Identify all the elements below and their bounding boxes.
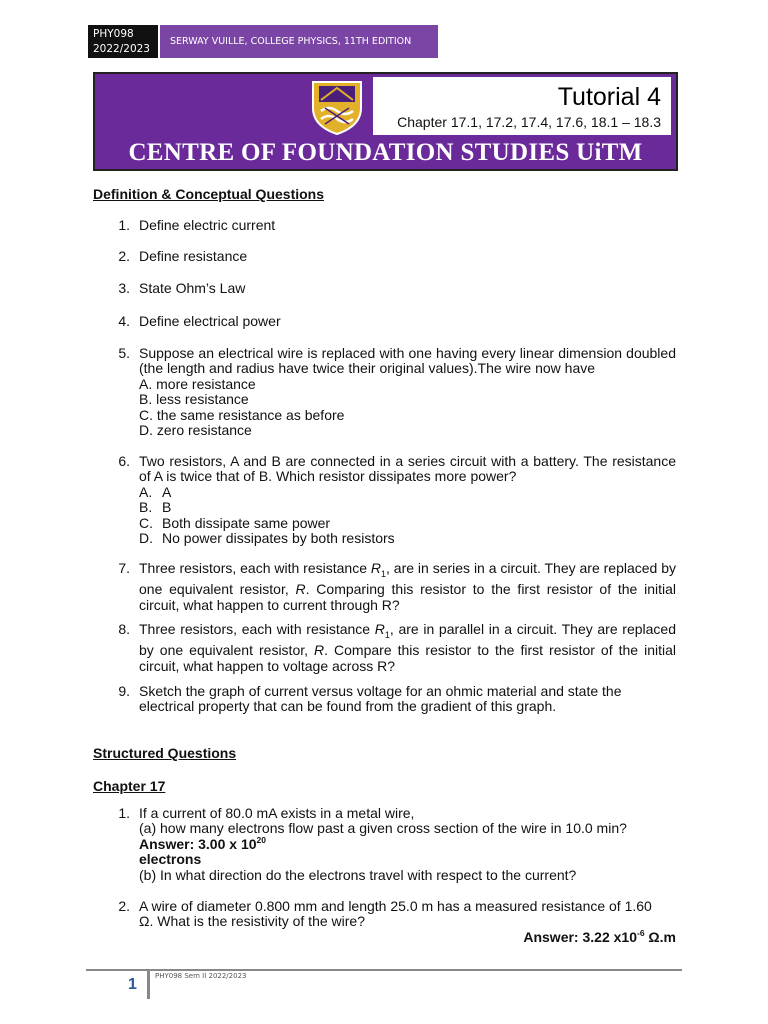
conceptual-questions-heading: Definition & Conceptual Questions — [93, 186, 325, 202]
option-text: No power dissipates by both resistors — [162, 530, 395, 547]
question-3 — [110, 281, 676, 296]
course-code-tag — [88, 25, 158, 58]
question-text: State Ohm’s Law — [139, 280, 246, 296]
question-text: Define electrical power — [139, 313, 281, 329]
question-9 — [110, 684, 676, 715]
question-text: Define resistance — [139, 248, 248, 264]
option-text: Both dissipate same power — [162, 514, 331, 531]
option-letter: D. — [139, 530, 153, 547]
question-text: Three resistors, each with resistance $R_1$, are in series in a circuit. They are replaced by one equivalent resistor, R. Comparing this resistor to the first resistor of the initial circuit, what happen to current through R? — [139, 560, 677, 613]
option-c: C. the same resistance as before — [139, 406, 345, 423]
option-d: D. zero resistance — [139, 422, 252, 439]
question-4 — [110, 314, 676, 329]
question-number: 1. — [118, 217, 130, 233]
question-number: 7. — [118, 560, 130, 576]
question-text: A wire of diameter 0.800 mm and length 25.0 m has a measured resistance of 1.60 Ω. What is the resistivity of the wire? — [139, 898, 652, 930]
footer-vertical-divider — [147, 970, 150, 999]
question-2 — [110, 249, 676, 264]
tutorial-title: Tutorial 4 — [557, 83, 661, 111]
question-text: Define electric current — [139, 217, 276, 233]
question-number: 9. — [118, 683, 130, 699]
option-letter: C. — [139, 514, 153, 531]
question-number: 4. — [118, 313, 130, 329]
answer: Answer: 3.00 x $10^{20}$ electrons — [139, 834, 266, 868]
structured-question-2 — [110, 899, 676, 945]
question-5 — [110, 346, 676, 438]
question-number: 2. — [118, 898, 130, 914]
academic-session: 2022/2023 — [93, 43, 150, 55]
option-letter: A. — [139, 483, 153, 500]
page-number: 1 — [128, 976, 137, 993]
chapter-17-heading: Chapter 17 — [93, 778, 166, 794]
tutorial-banner — [93, 72, 678, 171]
question-part-b: (b) In what direction do the electrons travel with respect to the current? — [139, 866, 577, 883]
question-1 — [110, 218, 676, 233]
question-part-a: (a) how many electrons flow past a given cross section of the wire in 10.0 min? — [139, 820, 627, 837]
answer: Answer: 3.22 $x10^{-6}$ Ω.m — [523, 927, 676, 945]
question-text: Suppose an electrical wire is replaced with one having every linear dimension doubled (the length and radius have twice their original values).The wire now have — [139, 345, 676, 377]
question-number: 8. — [118, 621, 130, 637]
option-d — [139, 531, 676, 546]
question-text: Two resistors, A and B are connected in a series circuit with a battery. The resistance of A is twice that of B. Which resistor dissipates more power? — [139, 453, 676, 485]
option-a — [139, 485, 676, 500]
chapter-range: Chapter 17.1, 17.2, 17.4, 17.6, 18.1 – 18.3 — [397, 114, 661, 130]
option-letter: B. — [139, 499, 153, 516]
institution-name: CENTRE OF FOUNDATION STUDIES UiTM — [128, 139, 643, 166]
course-code: PHY098 — [93, 28, 134, 40]
question-6 — [110, 454, 676, 546]
question-8 — [110, 622, 676, 674]
footer-text: PHY098 Sem II 2022/2023 — [155, 972, 247, 980]
title-box — [373, 77, 671, 135]
option-text: B — [162, 499, 172, 516]
option-b — [139, 500, 676, 515]
option-text: A — [162, 483, 172, 500]
footer-divider — [86, 969, 682, 971]
structured-questions-heading: Structured Questions — [93, 745, 237, 761]
structured-question-1 — [110, 806, 676, 883]
question-number: 1. — [118, 805, 130, 821]
option-b: B. less resistance — [139, 391, 249, 408]
question-7 — [110, 561, 676, 613]
question-text: Three resistors, each with resistance $R_1$, are in parallel in a circuit. They are replaced by one equivalent resistor, R. Compare this resistor to the first resistor of the initial circuit, what happen to voltage across R? — [139, 621, 677, 674]
question-number: 5. — [118, 345, 130, 361]
textbook-tag: SERWAY VUILLE, COLLEGE PHYSICS, 11TH EDITION — [160, 25, 438, 58]
question-text: If a current of 80.0 mA exists in a metal wire, — [139, 805, 415, 821]
option-a: A. more resistance — [139, 375, 256, 392]
option-c — [139, 516, 676, 531]
question-number: 6. — [118, 453, 130, 469]
question-number: 2. — [118, 248, 130, 264]
question-text: Sketch the graph of current versus voltage for an ohmic material and state the electrical property that can be found from the gradient of this graph. — [139, 683, 622, 715]
uitm-logo-icon — [307, 78, 367, 136]
question-number: 3. — [118, 280, 130, 296]
